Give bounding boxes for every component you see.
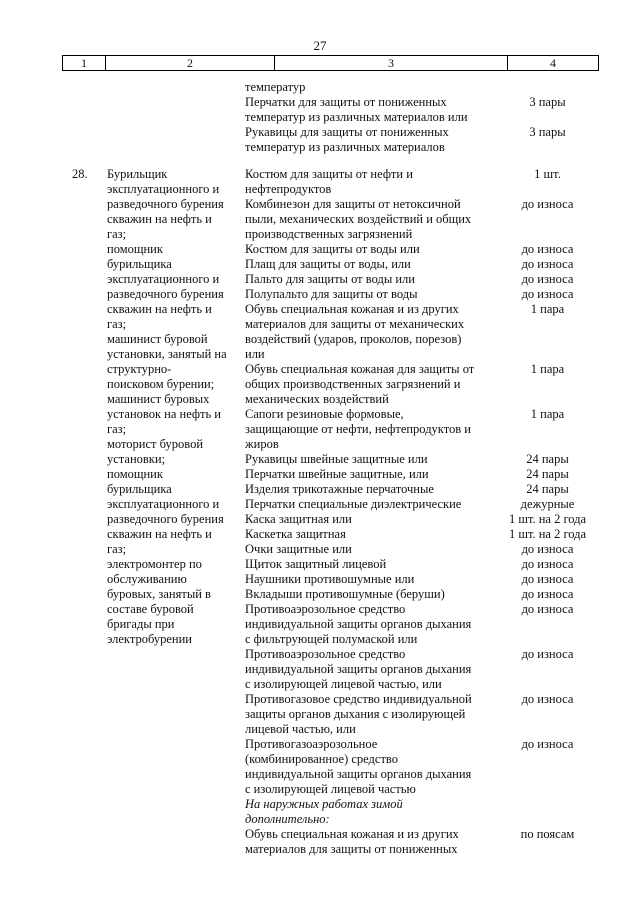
profession-line: машинист буровой bbox=[107, 332, 208, 346]
norm-line: 24 пары bbox=[526, 467, 569, 481]
item-line: Противоаэрозольное средство bbox=[245, 602, 406, 616]
norm-line: до износа bbox=[521, 287, 574, 301]
item-line: температур bbox=[245, 80, 306, 94]
profession-line: газ; bbox=[107, 422, 127, 436]
item-line: нефтепродуктов bbox=[245, 182, 332, 196]
item-line: с фильтрующей полумаской или bbox=[245, 632, 418, 646]
item-line: Противогазоаэрозольное bbox=[245, 737, 378, 751]
item-line: Щиток защитный лицевой bbox=[245, 557, 387, 571]
header-col-3: 3 bbox=[275, 56, 508, 70]
norm-line: 3 пары bbox=[529, 95, 566, 109]
norm-line: до износа bbox=[521, 602, 574, 616]
profession-line: электробурении bbox=[107, 632, 192, 646]
norm-line: 1 пара bbox=[530, 302, 565, 316]
item-line: дополнительно: bbox=[245, 812, 330, 826]
profession-line: газ; bbox=[107, 227, 127, 241]
item-line: пыли, механических воздействий и общих bbox=[245, 212, 472, 226]
norm-line: до износа bbox=[521, 737, 574, 751]
profession-line: установок на нефть и bbox=[107, 407, 221, 421]
norm-line: до износа bbox=[521, 542, 574, 556]
profession-line: эксплуатационного и bbox=[107, 182, 220, 196]
item-line: индивидуальной защиты органов дыхания bbox=[245, 617, 472, 631]
item-line: Обувь специальная кожаная для защиты от bbox=[245, 362, 475, 376]
profession-line: помощник bbox=[107, 467, 163, 481]
profession-line: моторист буровой bbox=[107, 437, 204, 451]
norm-line: 1 шт. bbox=[534, 167, 561, 181]
item-line: механических воздействий bbox=[245, 392, 389, 406]
profession-line: установки, занятый на bbox=[107, 347, 227, 361]
item-line: Полупальто для защиты от воды bbox=[245, 287, 418, 301]
header-col-2: 2 bbox=[106, 56, 275, 70]
item-line: Очки защитные или bbox=[245, 542, 352, 556]
item-line: Изделия трикотажные перчаточные bbox=[245, 482, 434, 496]
item-line: или bbox=[245, 347, 265, 361]
item-line: На наружных работах зимой bbox=[245, 797, 403, 811]
item-line: Плащ для защиты от воды, или bbox=[245, 257, 411, 271]
norm-line: по поясам bbox=[520, 827, 575, 841]
profession-line: поисковом бурении; bbox=[107, 377, 215, 391]
norm-line: 24 пары bbox=[526, 452, 569, 466]
item-line: Сапоги резиновые формовые, bbox=[245, 407, 404, 421]
item-line: с изолирующей лицевой частью bbox=[245, 782, 416, 796]
item-line: Рукавицы швейные защитные или bbox=[245, 452, 428, 466]
item-line: Обувь специальная кожаная и из других bbox=[245, 827, 459, 841]
profession-line: разведочного бурения bbox=[107, 197, 224, 211]
profession-line: скважин на нефть и bbox=[107, 302, 212, 316]
profession-line: бурильщика bbox=[107, 257, 172, 271]
profession-line: газ; bbox=[107, 317, 127, 331]
item-line: индивидуальной защиты органов дыхания bbox=[245, 662, 472, 676]
norm-line: до износа bbox=[521, 272, 574, 286]
profession-line: газ; bbox=[107, 542, 127, 556]
profession-line: машинист буровых bbox=[107, 392, 210, 406]
norm-line: до износа bbox=[521, 692, 574, 706]
item-line: Вкладыши противошумные (беруши) bbox=[245, 587, 445, 601]
item-line: защищающие от нефти, нефтепродуктов и bbox=[245, 422, 471, 436]
norm-line: до износа bbox=[521, 587, 574, 601]
profession-line: бурильщика bbox=[107, 482, 172, 496]
item-line: Наушники противошумные или bbox=[245, 572, 415, 586]
profession-line: эксплуатационного и bbox=[107, 497, 220, 511]
norm-line: до износа bbox=[521, 572, 574, 586]
item-line: Костюм для защиты от воды или bbox=[245, 242, 420, 256]
item-line: Пальто для защиты от воды или bbox=[245, 272, 415, 286]
profession-line: разведочного бурения bbox=[107, 287, 224, 301]
profession-line: обслуживанию bbox=[107, 572, 187, 586]
item-line: материалов для защиты от механических bbox=[245, 317, 465, 331]
profession-line: установки; bbox=[107, 452, 166, 466]
profession-line: составе буровой bbox=[107, 602, 194, 616]
norm-line: до износа bbox=[521, 197, 574, 211]
item-line: воздействий (ударов, проколов, порезов) bbox=[245, 332, 462, 346]
profession-line: скважин на нефть и bbox=[107, 527, 212, 541]
item-line: Комбинезон для защиты от нетоксичной bbox=[245, 197, 461, 211]
item-line: Костюм для защиты от нефти и bbox=[245, 167, 413, 181]
norm-line: до износа bbox=[521, 242, 574, 256]
profession-line: электромонтер по bbox=[107, 557, 202, 571]
norm-line: до износа bbox=[521, 557, 574, 571]
item-line: Противоаэрозольное средство bbox=[245, 647, 406, 661]
norm-line: 3 пары bbox=[529, 125, 566, 139]
item-line: производственных загрязнений bbox=[245, 227, 413, 241]
item-line: индивидуальной защиты органов дыхания bbox=[245, 767, 472, 781]
item-line: Каска защитная или bbox=[245, 512, 352, 526]
header-col-1: 1 bbox=[63, 56, 106, 70]
norm-line: до износа bbox=[521, 647, 574, 661]
item-line: Перчатки специальные диэлектрические bbox=[245, 497, 462, 511]
item-line: материалов для защиты от пониженных bbox=[245, 842, 458, 856]
profession-line: структурно- bbox=[107, 362, 172, 376]
profession-line: эксплуатационного и bbox=[107, 272, 220, 286]
item-line: температур из различных материалов или bbox=[245, 110, 468, 124]
item-line: защиты органов дыхания с изолирующей bbox=[245, 707, 466, 721]
item-line: температур из различных материалов bbox=[245, 140, 445, 154]
item-line: жиров bbox=[245, 437, 279, 451]
header-col-4: 4 bbox=[550, 56, 556, 70]
norm-line: дежурные bbox=[520, 497, 575, 511]
profession-line: помощник bbox=[107, 242, 163, 256]
profession-line: разведочного бурения bbox=[107, 512, 224, 526]
item-line: (комбинированное) средство bbox=[245, 752, 398, 766]
item-line: Перчатки швейные защитные, или bbox=[245, 467, 429, 481]
table-header bbox=[62, 55, 599, 71]
profession-line: буровых, занятый в bbox=[107, 587, 211, 601]
entry-number: 28. bbox=[72, 167, 88, 181]
norm-line: до износа bbox=[521, 257, 574, 271]
item-line: Перчатки для защиты от пониженных bbox=[245, 95, 447, 109]
item-line: общих производственных загрязнений и bbox=[245, 377, 461, 391]
item-line: Обувь специальная кожаная и из других bbox=[245, 302, 459, 316]
norm-line: 24 пары bbox=[526, 482, 569, 496]
norm-line: 1 пара bbox=[530, 362, 565, 376]
profession-line: бригады при bbox=[107, 617, 175, 631]
profession-line: Бурильщик bbox=[107, 167, 168, 181]
item-line: Противогазовое средство индивидуальной bbox=[245, 692, 472, 706]
item-line: лицевой частью, или bbox=[245, 722, 356, 736]
norm-line: 1 пара bbox=[530, 407, 565, 421]
item-line: Рукавицы для защиты от пониженных bbox=[245, 125, 449, 139]
norm-line: 1 шт. на 2 года bbox=[508, 527, 587, 541]
profession-line: скважин на нефть и bbox=[107, 212, 212, 226]
norm-line: 1 шт. на 2 года bbox=[508, 512, 587, 526]
page-number: 27 bbox=[313, 38, 327, 53]
item-line: с изолирующей лицевой частью, или bbox=[245, 677, 442, 691]
item-line: Каскетка защитная bbox=[245, 527, 346, 541]
